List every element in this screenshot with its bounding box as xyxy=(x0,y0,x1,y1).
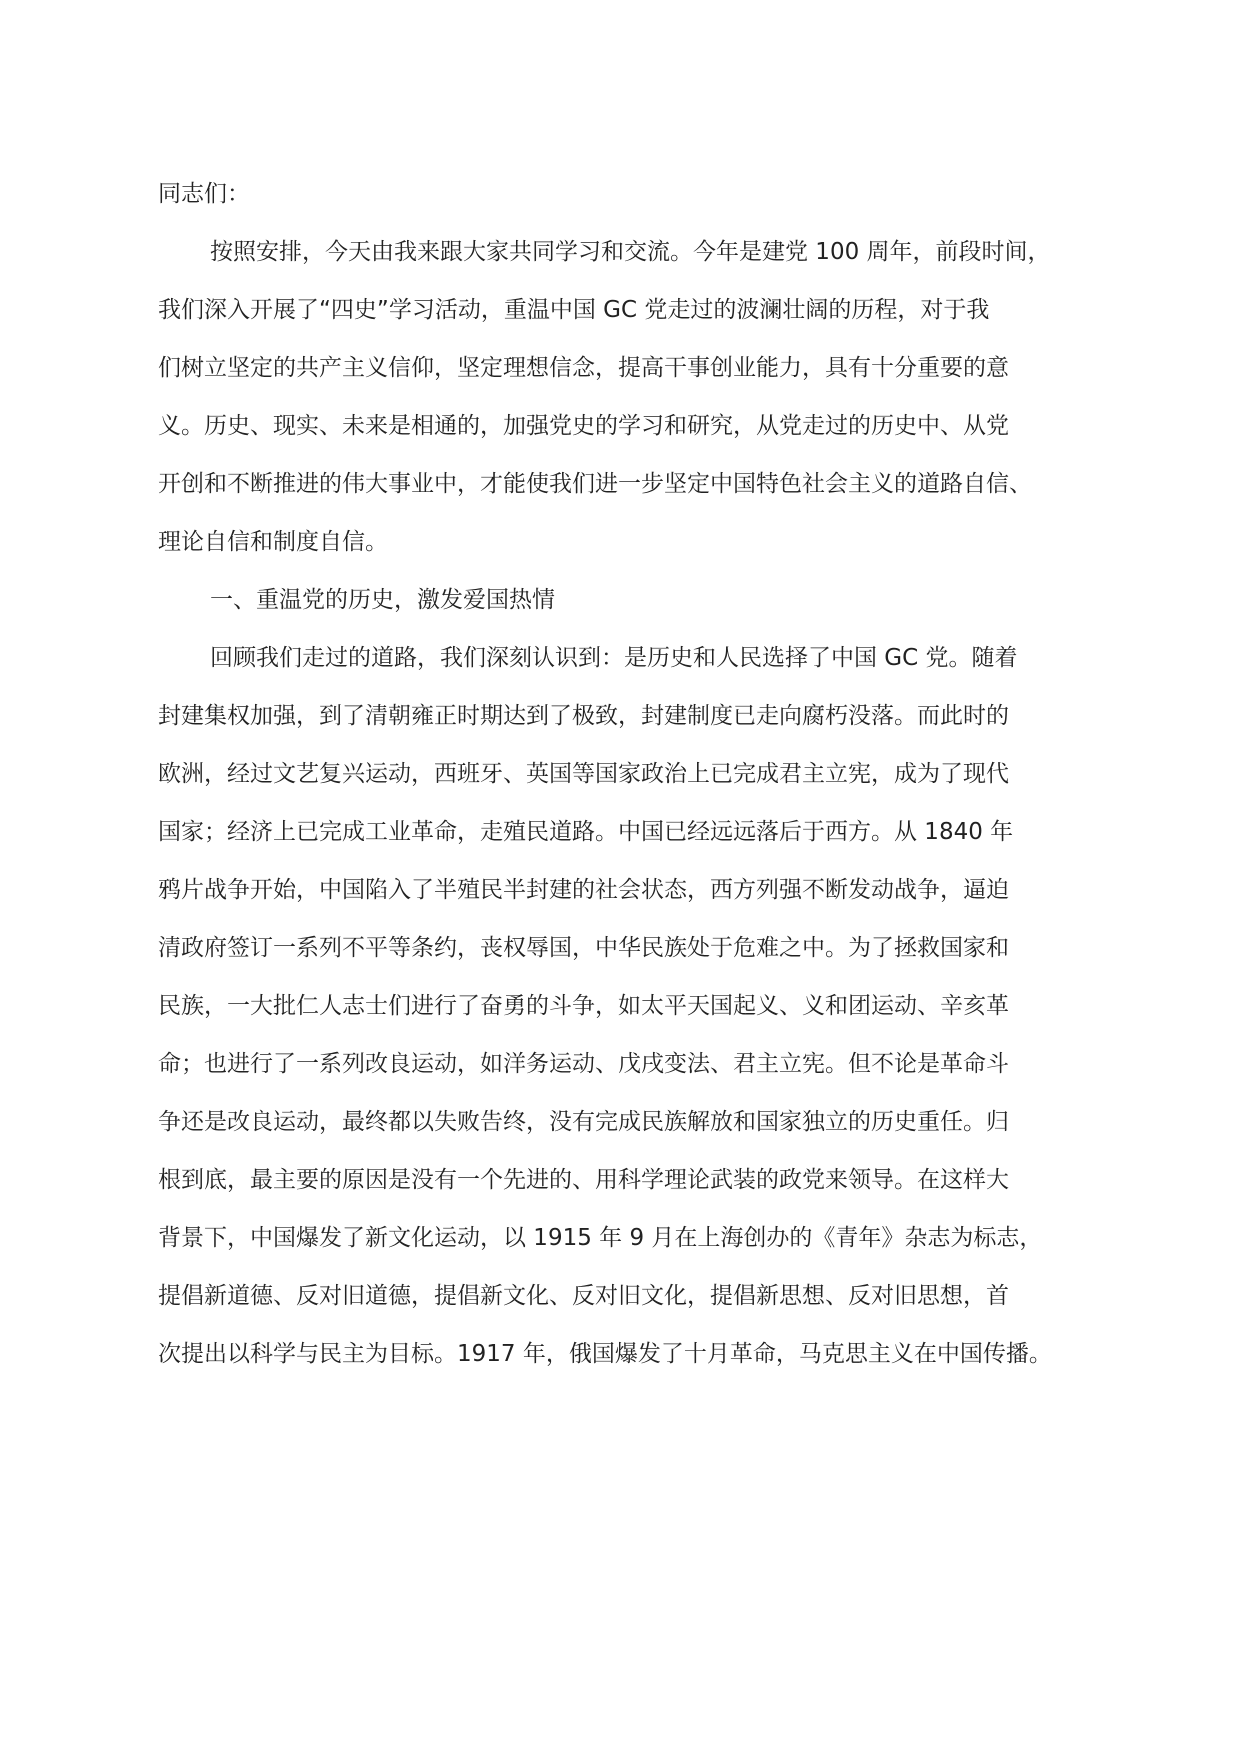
section-heading: 一、重温党的历史，激发爱国热情 xyxy=(210,587,555,613)
text-line: 根到底，最主要的原因是没有一个先进的、用科学理论武装的政党来领导。在这样大 xyxy=(158,1167,1009,1193)
text-line: 理论自信和制度自信。 xyxy=(158,529,388,555)
text-line: 提倡新道德、反对旧道德，提倡新文化、反对旧文化，提倡新思想、反对旧思想，首 xyxy=(158,1283,1009,1309)
text-line: 回顾我们走过的道路，我们深刻认识到：是历史和人民选择了中国 GC 党。随着 xyxy=(210,645,1018,671)
text-line: 们树立坚定的共产主义信仰，坚定理想信念，提高干事创业能力，具有十分重要的意 xyxy=(158,355,1009,381)
text-line: 开创和不断推进的伟大事业中，才能使我们进一步坚定中国特色社会主义的道路自信、 xyxy=(158,471,1032,497)
text-line: 按照安排，今天由我来跟大家共同学习和交流。今年是建党 100 周年，前段时间， xyxy=(210,239,1051,265)
text-line: 封建集权加强，到了清朝雍正时期达到了极致，封建制度已走向腐朽没落。而此时的 xyxy=(158,703,1009,729)
text-line: 争还是改良运动，最终都以失败告终，没有完成民族解放和国家独立的历史重任。归 xyxy=(158,1109,1009,1135)
text-line: 次提出以科学与民主为目标。1917 年，俄国爆发了十月革命，马克思主义在中国传播。 xyxy=(158,1341,1052,1367)
text-line: 义。历史、现实、未来是相通的，加强党史的学习和研究，从党走过的历史中、从党 xyxy=(158,413,1009,439)
text-line: 命；也进行了一系列改良运动，如洋务运动、戊戌变法、君主立宪。但不论是革命斗 xyxy=(158,1051,1009,1077)
text-line: 鸦片战争开始，中国陷入了半殖民半封建的社会状态，西方列强不断发动战争，逼迫 xyxy=(158,877,1009,903)
text-line: 背景下，中国爆发了新文化运动，以 1915 年 9 月在上海创办的《青年》杂志为标志， xyxy=(158,1225,1043,1251)
text-line: 我们深入开展了“四史”学习活动，重温中国 GC 党走过的波澜壮阔的历程，对于我 xyxy=(158,297,990,323)
text-line: 民族，一大批仁人志士们进行了奋勇的斗争，如太平天国起义、义和团运动、辛亥革 xyxy=(158,993,1009,1019)
greeting: 同志们： xyxy=(158,181,250,207)
text-line: 国家；经济上已完成工业革命，走殖民道路。中国已经远远落后于西方。从 1840 年 xyxy=(158,819,1014,845)
text-line: 清政府签订一系列不平等条约，丧权辱国，中华民族处于危难之中。为了拯救国家和 xyxy=(158,935,1009,961)
text-line: 欧洲，经过文艺复兴运动，西班牙、英国等国家政治上已完成君主立宪，成为了现代 xyxy=(158,761,1009,787)
